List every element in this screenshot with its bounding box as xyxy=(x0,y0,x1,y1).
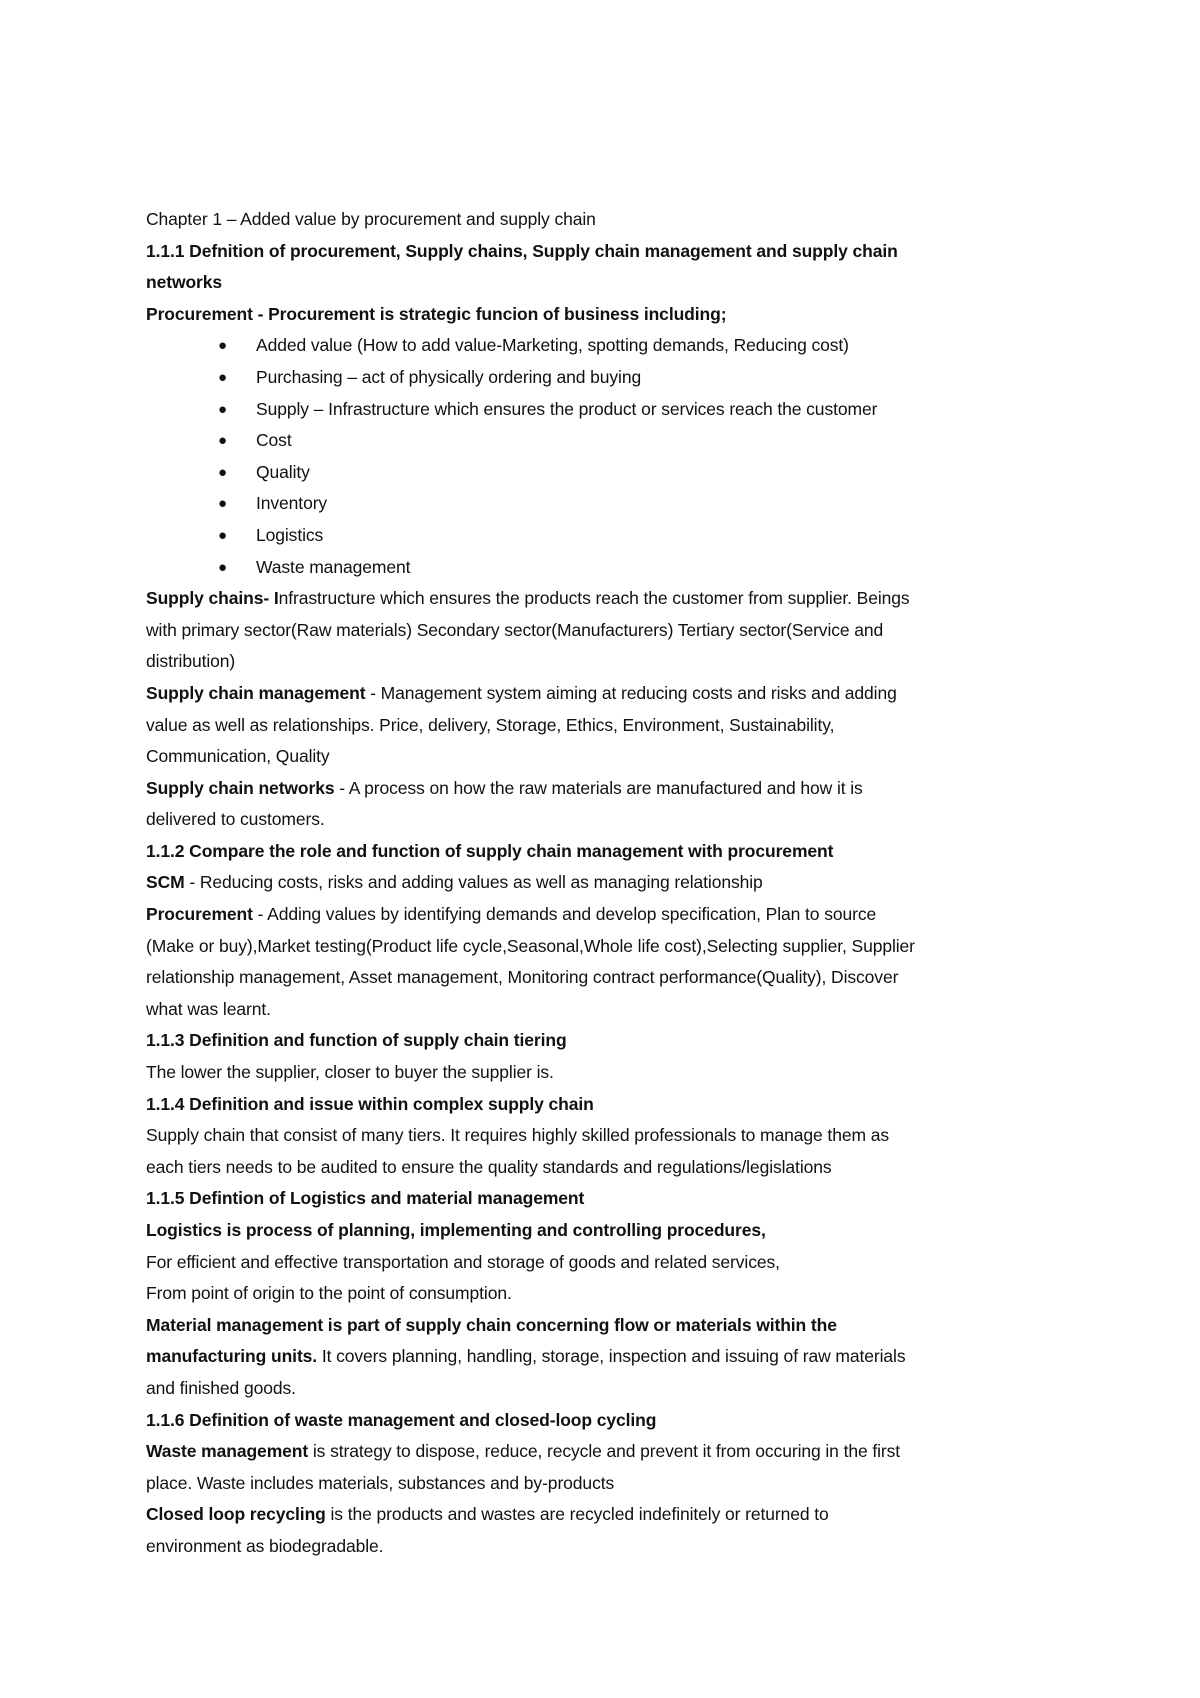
material-management-definition-cont: and finished goods. xyxy=(146,1377,296,1398)
supply-chains-definition-cont: with primary sector(Raw materials) Secondary sector(Manufacturers) Tertiary sector(Service and xyxy=(146,619,884,640)
waste-management-definition-cont: place. Waste includes materials, substances and by-products xyxy=(146,1472,615,1493)
waste-management-definition: Waste management is strategy to dispose, reduce, recycle and prevent it from occuring in the first xyxy=(146,1441,901,1462)
list-item: ● Purchasing – act of physically ordering and buying xyxy=(146,362,1046,394)
tiering-text: The lower the supplier, closer to buyer the supplier is. xyxy=(146,1062,554,1083)
material-management-definition: Material management is part of supply chain concerning flow or materials within the xyxy=(146,1314,837,1335)
bullet-icon: ● xyxy=(218,463,227,481)
list-item: ● Logistics xyxy=(146,520,1046,552)
closed-loop-definition-cont: environment as biodegradable. xyxy=(146,1535,384,1556)
list-item: ● Added value (How to add value-Marketing, spotting demands, Reducing cost) xyxy=(146,330,1046,362)
procurement-role: Procurement - Adding values by identifying demands and develop specification, Plan to source xyxy=(146,904,877,925)
complex-chain-text-cont: each tiers needs to be audited to ensure the quality standards and regulations/legislations xyxy=(146,1156,832,1177)
procurement-definition: Procurement - Procurement is strategic funcion of business including; xyxy=(146,303,727,324)
section-1-1-4-heading: 1.1.4 Definition and issue within complex supply chain xyxy=(146,1093,594,1114)
document-body xyxy=(146,204,1046,1563)
list-item: ● Supply – Infrastructure which ensures the product or services reach the customer xyxy=(146,394,1046,426)
closed-loop-definition: Closed loop recycling is the products and wastes are recycled indefinitely or returned to xyxy=(146,1504,829,1525)
bullet-icon: ● xyxy=(218,337,227,355)
scn-definition: Supply chain networks - A process on how the raw materials are manufactured and how it is xyxy=(146,777,863,798)
section-1-1-2-heading: 1.1.2 Compare the role and function of supply chain management with procurement xyxy=(146,840,834,861)
scm-definition: Supply chain management - Management system aiming at reducing costs and risks and adding xyxy=(146,682,897,703)
section-1-1-5-heading: 1.1.5 Defintion of Logistics and material management xyxy=(146,1188,585,1209)
supply-chains-definition-cont: distribution) xyxy=(146,651,236,672)
scm-definition-cont: value as well as relationships. Price, delivery, Storage, Ethics, Environment, Sustainability, xyxy=(146,714,835,735)
section-1-1-1-heading-cont: networks xyxy=(146,272,223,293)
complex-chain-text: Supply chain that consist of many tiers. It requires highly skilled professionals to manage them as xyxy=(146,1125,889,1146)
supply-chains-definition: Supply chains- Infrastructure which ensures the products reach the customer from supplier. Beings xyxy=(146,588,910,609)
chapter-title: Chapter 1 – Added value by procurement and supply chain xyxy=(146,209,596,229)
procurement-role-cont: (Make or buy),Market testing(Product life cycle,Seasonal,Whole life cost),Selecting supplier, Supplier xyxy=(146,935,915,956)
bullet-icon: ● xyxy=(218,432,227,450)
bullet-icon: ● xyxy=(218,400,227,418)
list-item: ● Cost xyxy=(146,425,1046,457)
procurement-role-cont: what was learnt. xyxy=(146,998,271,1019)
material-management-definition-cont: manufacturing units. It covers planning, handling, storage, inspection and issuing of raw materials xyxy=(146,1346,906,1367)
section-1-1-3-heading: 1.1.3 Definition and function of supply chain tiering xyxy=(146,1030,567,1051)
scn-definition-cont: delivered to customers. xyxy=(146,809,325,830)
procurement-role-cont: relationship management, Asset management, Monitoring contract performance(Quality), Discover xyxy=(146,967,899,988)
scm-definition-cont: Communication, Quality xyxy=(146,746,330,767)
bullet-icon: ● xyxy=(218,368,227,386)
section-1-1-1-heading: 1.1.1 Defnition of procurement, Supply chains, Supply chain management and supply chain xyxy=(146,240,898,261)
logistics-definition-cont: From point of origin to the point of consumption. xyxy=(146,1283,512,1304)
scm-role: SCM - Reducing costs, risks and adding values as well as managing relationship xyxy=(146,872,763,893)
bullet-icon: ● xyxy=(218,495,227,513)
bullet-icon: ● xyxy=(218,526,227,544)
bullet-icon: ● xyxy=(218,558,227,576)
list-item: ● Inventory xyxy=(146,488,1046,520)
list-item: ● Quality xyxy=(146,457,1046,489)
logistics-definition: Logistics is process of planning, implementing and controlling procedures, xyxy=(146,1220,766,1240)
list-item: ● Waste management xyxy=(146,552,1046,584)
logistics-definition-cont: For efficient and effective transportation and storage of goods and related services, xyxy=(146,1251,780,1272)
section-1-1-6-heading: 1.1.6 Definition of waste management and closed-loop cycling xyxy=(146,1409,657,1430)
